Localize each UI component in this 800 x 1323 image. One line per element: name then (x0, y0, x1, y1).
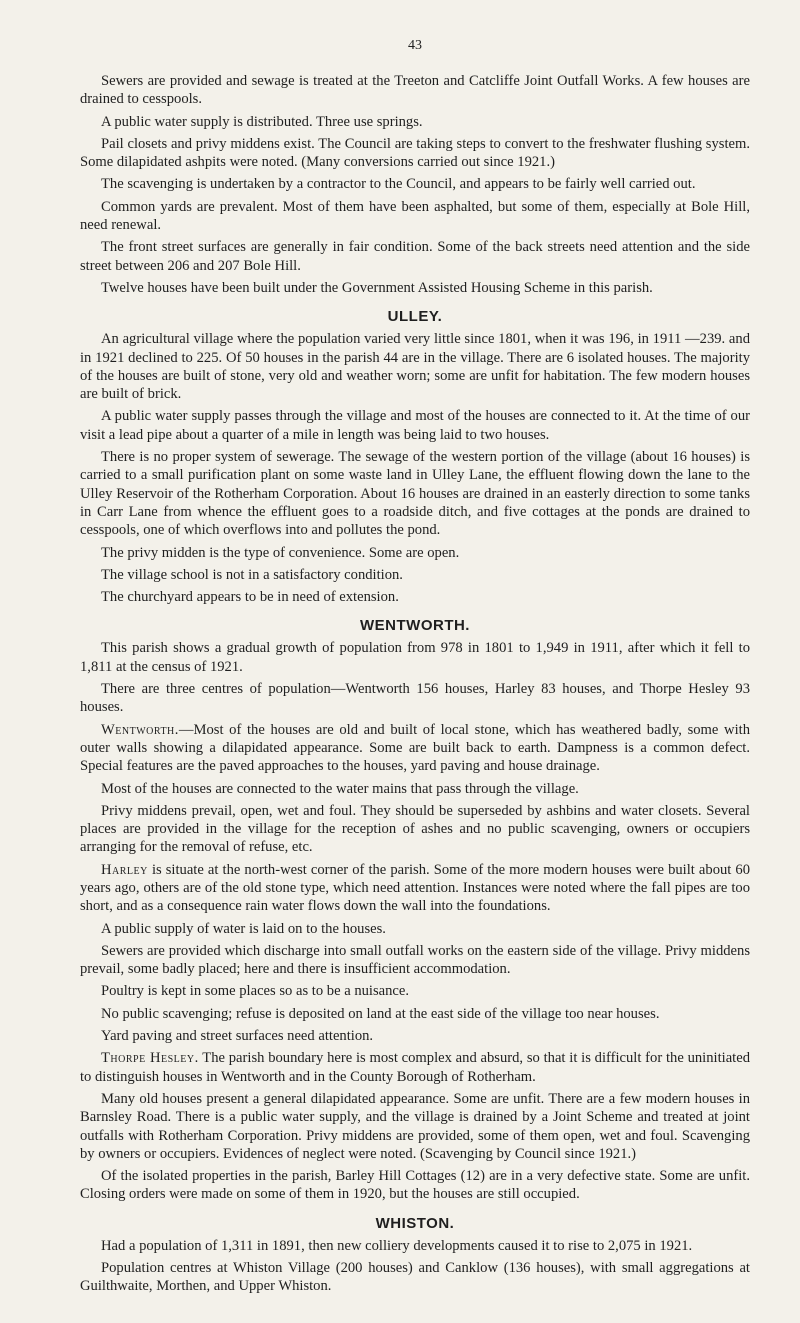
intro-paragraph-6: The front street surfaces are generally in fair condition. Some of the back streets need attention and the side street between 206 and 207 Bole Hill. (80, 239, 750, 274)
section-heading-whiston: WHISTON. (375, 1214, 455, 1232)
thorpe-hesley-paragraph (80, 1049, 750, 1086)
intro-paragraph-2: A public water supply is distributed. Three use springs. (101, 113, 423, 130)
ulley-paragraph-2: A public water supply passes through the village and most of the houses are connected to it. At the time of our visit a lead pipe about a quarter of a mile in length was being laid to two houses. (80, 408, 750, 443)
harley-paragraph-5: No public scavenging; refuse is deposited on land at the east side of the village too near houses. (101, 1005, 660, 1022)
harley-paragraph-6: Yard paving and street surfaces need attention. (101, 1028, 374, 1045)
harley-paragraph-4: Poultry is kept in some places so as to be a nuisance. (101, 983, 410, 1000)
whiston-paragraph-2: Population centres at Whiston Village (200 houses) and Canklow (136 houses), with small aggregations at Guilthwaite, Morthen, and Upper Whiston. (80, 1260, 750, 1295)
ulley-paragraph-1: An agricultural village where the population varied very little since 1801, when it was 196, in 1911 —239. and in 1921 declined to 225. Of 50 houses in the parish 44 are in the village. There are 6 isolated houses. The majority of the houses are built of stone, very old and weather worn; some are unfit for habitation. The few modern houses are built of brick. (80, 331, 750, 403)
section-heading-ulley: ULLEY. (387, 308, 443, 326)
page-number: 43 (408, 38, 422, 53)
wentworth-paragraph-1: This parish shows a gradual growth of population from 978 in 1801 to 1,949 in 1911, after which it fell to 1,811 at the census of 1921. (80, 640, 750, 675)
ulley-paragraph-6: The churchyard appears to be in need of extension. (101, 589, 399, 606)
intro-paragraph-3: Pail closets and privy middens exist. The Council are taking steps to convert to the freshwater flushing system. Some dilapidated ashpits were noted. (Many conversions carried out since 1921.) (80, 135, 750, 171)
intro-paragraph-7: Twelve houses have been built under the Government Assisted Housing Scheme in this parish. (101, 279, 653, 296)
wentworth-paragraph-3: Most of the houses are connected to the water mains that pass through the village. (101, 780, 579, 797)
wentworth-village-label: Wentworth. (101, 721, 179, 738)
intro-paragraph-1: Sewers are provided and sewage is treated at the Treeton and Catcliffe Joint Outfall Works. A few houses are drained to cesspools. (80, 73, 750, 108)
wentworth-village-text: —Most of the houses are old and built of local stone, which has weathered badly, some with outer walls showing a dilapidated appearance. Some are built back to earth. Dampness is a common defect. Special features are the paved approaches to the houses, yard paving and house drainage. (80, 721, 750, 775)
thorpe-hesley-text: The parish boundary here is most complex and absurd, so that it is difficult for the uninitiated to distinguish houses in Wentworth and in the County Borough of Rotherham. (80, 1050, 750, 1085)
harley-paragraph-2: A public supply of water is laid on to the houses. (101, 920, 386, 937)
intro-paragraph-4: The scavenging is undertaken by a contractor to the Council, and appears to be fairly well carried out. (101, 176, 696, 193)
ulley-paragraph-5: The village school is not in a satisfactory condition. (101, 566, 403, 583)
harley-label: Harley (101, 861, 148, 878)
thorpe-hesley-paragraph-2: Many old houses present a general dilapidated appearance. Some are unfit. There are a few modern houses in Barnsley Road. There is a public water supply, and the village is drained by a Joint Scheme and treated at joint outfalls with Rotherham Corporation. Privy middens are provided, some of them open, wet and foul. Scavenging by owners or occupiers. Evidences of neglect were noted. (Scavenging by Council since 1921.) (80, 1090, 750, 1162)
ulley-paragraph-3: There is no proper system of sewerage. The sewage of the western portion of the village (about 16 houses) is carried to a small purification plant on some waste land in Ulley Lane, the effluent flowing down the lane to the Ulley Reservoir of the Rotherham Corporation. About 16 houses are drained in an easterly direction to some tanks in Carr Lane from whence the effluent goes to a roadside ditch, and five cottages at the ponds are drained to cesspools, one of which overflows into and pollutes the pond. (80, 449, 750, 539)
wentworth-paragraph-4: Privy middens prevail, open, wet and foul. They should be superseded by ashbins and water closets. Several places are provided in the village for the reception of ashes and no public scavenging, owners or occupiers arranging for the removal of refuse, etc. (80, 802, 750, 856)
wentworth-village-paragraph (80, 721, 750, 776)
ulley-paragraph-4: The privy midden is the type of convenience. Some are open. (101, 544, 460, 561)
harley-paragraph-3: Sewers are provided which discharge into small outfall works on the eastern side of the village. Privy middens prevail, some badly placed; here and there is insufficient accommodation. (80, 942, 750, 978)
thorpe-hesley-paragraph-3: Of the isolated properties in the parish, Barley Hill Cottages (12) are in a very defective state. Some are unfit. Closing orders were made on some of them in 1920, but the houses are still occupied. (80, 1168, 750, 1203)
whiston-paragraph-1: Had a population of 1,311 in 1891, then new colliery developments caused it to rise to 2,075 in 1921. (101, 1237, 693, 1254)
harley-paragraph (80, 861, 750, 916)
harley-text: is situate at the north-west corner of the parish. Some of the more modern houses were built about 60 years ago, others are of the old stone type, which need attention. Instances were noted where the fall pipes are too short, and as a consequence rain water flows down the wall into the foundations. (80, 861, 750, 915)
wentworth-paragraph-2: There are three centres of population—Wentworth 156 houses, Harley 83 houses, and Thorpe Hesley 93 houses. (80, 681, 750, 716)
section-heading-wentworth: WENTWORTH. (360, 617, 470, 635)
thorpe-hesley-label: Thorpe Hesley. (101, 1050, 199, 1067)
intro-paragraph-5: Common yards are prevalent. Most of them have been asphalted, but some of them, especially at Bole Hill, need renewal. (80, 198, 750, 234)
